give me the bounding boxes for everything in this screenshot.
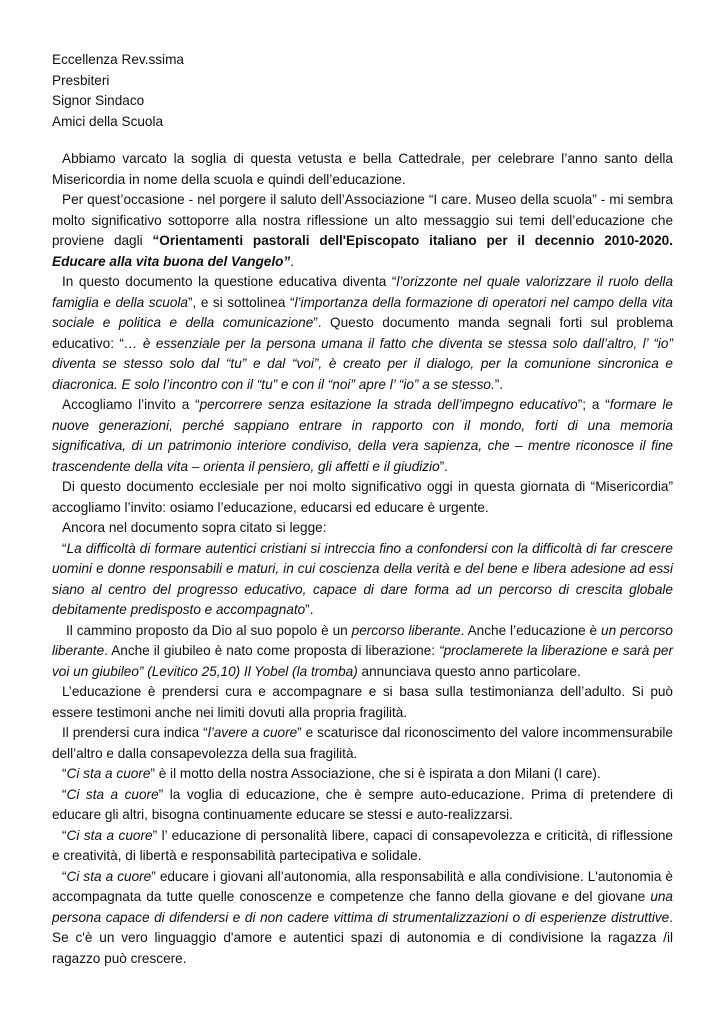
text-run: “ (62, 827, 67, 843)
paragraph-self-education (52, 785, 673, 826)
text-run: ” e scaturisce dal riconoscimento del valore incommensurabile dell’altro e dalla consapevolezza della sua fragilità. (52, 725, 673, 761)
paragraph-motto (52, 764, 673, 785)
text-run: Accogliamo l’invito a “ (62, 397, 200, 412)
text-run: ”; a “ (577, 397, 610, 412)
text-run: ”. Questo documento manda segnali forti sul problema educativo: “ (52, 315, 673, 351)
paragraph-autonomy (52, 867, 673, 970)
text-run: ”. (439, 458, 448, 474)
text-run: . (290, 253, 294, 269)
text-run: . Anche l’educazione è (460, 622, 602, 638)
paragraph-quote (52, 539, 673, 621)
paragraph-document (52, 272, 673, 395)
paragraph-mercy: Di questo documento ecclesiale per noi molto significativo oggi in questa giornata di “Misericordia” accogliamo l’invito: osiamo l’educazione, educarsi ed educare è urgente. (52, 479, 673, 515)
quote-run: un percorso liberante (52, 622, 673, 658)
quote-run: Ci sta a cuore (66, 827, 153, 843)
quote-run: l’orizzonte nel quale valorizzare il ruolo della famiglia e della scuola (52, 274, 674, 310)
quote-run: l’importanza della formazione di operatori nel campo della vita sociale e politica e della comunicazione (52, 294, 673, 330)
paragraph-care: L’educazione è prendersi cura e accompagnare e si basa sulla testimonianza dell’adulto. Si può essere testimoni anche nei limiti dovuti alla propria fragilità. (52, 684, 673, 720)
text-run: ” educare i giovani all’autonomia, alla responsabilità e alla condivisione. L'autonomia è accompagnata da tutte quelle conoscenze e competenze che fanno della giovane e del giovane (52, 868, 673, 904)
salutation-line: Signor Sindaco (52, 93, 145, 108)
text-run: ” è il motto della nostra Associazione, che si è ispirata a don Milani (I care). (150, 766, 601, 781)
text-run: ”. (494, 376, 504, 392)
text-run: . Se c'è un vero linguaggio d'amore e autentici spazi di autonomia e di condivisione la ragazza /il ragazzo può crescere. (52, 909, 673, 966)
quote-run: Ci sta a cuore (66, 868, 152, 884)
paragraph-intro: Abbiamo varcato la soglia di questa vetusta e bella Cattedrale, per celebrare l’anno santo della Misericordia in nome della scuola e quindi dell’educazione. (52, 151, 673, 187)
text-run: Il cammino proposto da Dio al suo popolo è un (66, 622, 352, 638)
text-run: “ (62, 786, 67, 802)
text-run: “ (62, 540, 67, 556)
quote-run: percorrere senza esitazione la strada dell’impegno educativo (199, 397, 578, 412)
document-title: “Orientamenti pastorali dell'Episcopato italiano per il decennio 2010-2020. (152, 233, 674, 248)
quote-run: l’avere a cuore (207, 725, 298, 740)
document-page (52, 50, 673, 969)
salutation-block (52, 50, 673, 132)
salutation-line: Presbiteri (52, 72, 110, 88)
text-run: “ (62, 868, 67, 884)
text-run: In questo documento la questione educativa diventa “ (62, 274, 397, 289)
text-run: ”, e si sottolinea “ (188, 294, 295, 310)
paragraph-occasion (52, 190, 673, 272)
text-run: ” l’ educazione di personalità libere, capaci di consapevolezza e criticità, di riflessione e creatività, di libertà e responsabilità partecipativa e solidale. (52, 827, 673, 863)
salutation-line: Amici della Scuola (52, 113, 164, 129)
text-run: “ (62, 766, 67, 781)
text-run: ”. (305, 602, 314, 617)
paragraph-invitation (52, 395, 673, 477)
paragraph-heart (52, 723, 673, 764)
quote-run: … è essenziale per la persona umana il fatto che diventa se stessa solo dall’altro, l’ “io” diventa se stesso solo dal “tu” e dal “voi”, è creato per il dialogo, per la comunione sincronica e diacronica. E solo l’incontro con il “tu” e con il “noi” apre l’ “io” a se stesso. (52, 335, 673, 392)
paragraph-reads: Ancora nel documento sopra citato si legge: (62, 520, 327, 535)
quote-run: percorso liberante (351, 622, 461, 638)
document-subtitle: Educare alla vita buona del Vangelo” (52, 253, 291, 269)
quote-run: La difficoltà di formare autentici cristiani si intreccia fino a confondersi con la difficoltà di far crescere uomini e donne responsabili e maturi, in cui coscienza della verità e del bene e libera adesione ad essi siano al centro del progresso educativo, capace di dare forma ad un percorso di crescita globale debitamente predisposto e accompagnato (52, 540, 673, 617)
text-run: . Anche il giubileo è nato come proposta di liberazione: (104, 643, 440, 658)
quote-run: formare le nuove generazioni, perché sappiano entrare in rapporto con il mondo, forti di una memoria significativa, di un patrimonio interiore condiviso, della vera sapienza, che – mentre riconosce il fine trascendente della vita – orienta il pensiero, gli affetti e il giudizio (52, 397, 673, 474)
quote-run: “proclamerete la liberazione e sarà per voi un giubileo” (Levitico 25,10) Il Yobel (la tromba) (52, 643, 673, 679)
paragraph-path (52, 621, 673, 683)
salutation-line: Eccellenza Rev.ssima (52, 52, 184, 67)
paragraph-personality (52, 826, 673, 867)
quote-run: una persona capace di difendersi e di non cadere vittima di strumentalizzazioni o di esperienze distruttive (52, 889, 673, 925)
text-run: Per quest’occasione - nel porgere il saluto dell’Associazione “I care. Museo della scuola” - mi sembra molto significativo sottoporre alla nostra riflessione un alto messaggio sui temi dell’educazione che proviene dagli (52, 192, 673, 248)
text-run: annunciava questo anno particolare. (357, 663, 581, 679)
quote-run: Ci sta a cuore (66, 786, 159, 802)
text-run: ” la voglia di educazione, che è sempre auto-educazione. Prima di pretendere di educare gli altri, bisogna continuamente educare se stessi e auto-realizzarsi. (52, 786, 673, 822)
text-run: Il prendersi cura indica “ (62, 725, 208, 740)
quote-run: Ci sta a cuore (66, 766, 151, 781)
